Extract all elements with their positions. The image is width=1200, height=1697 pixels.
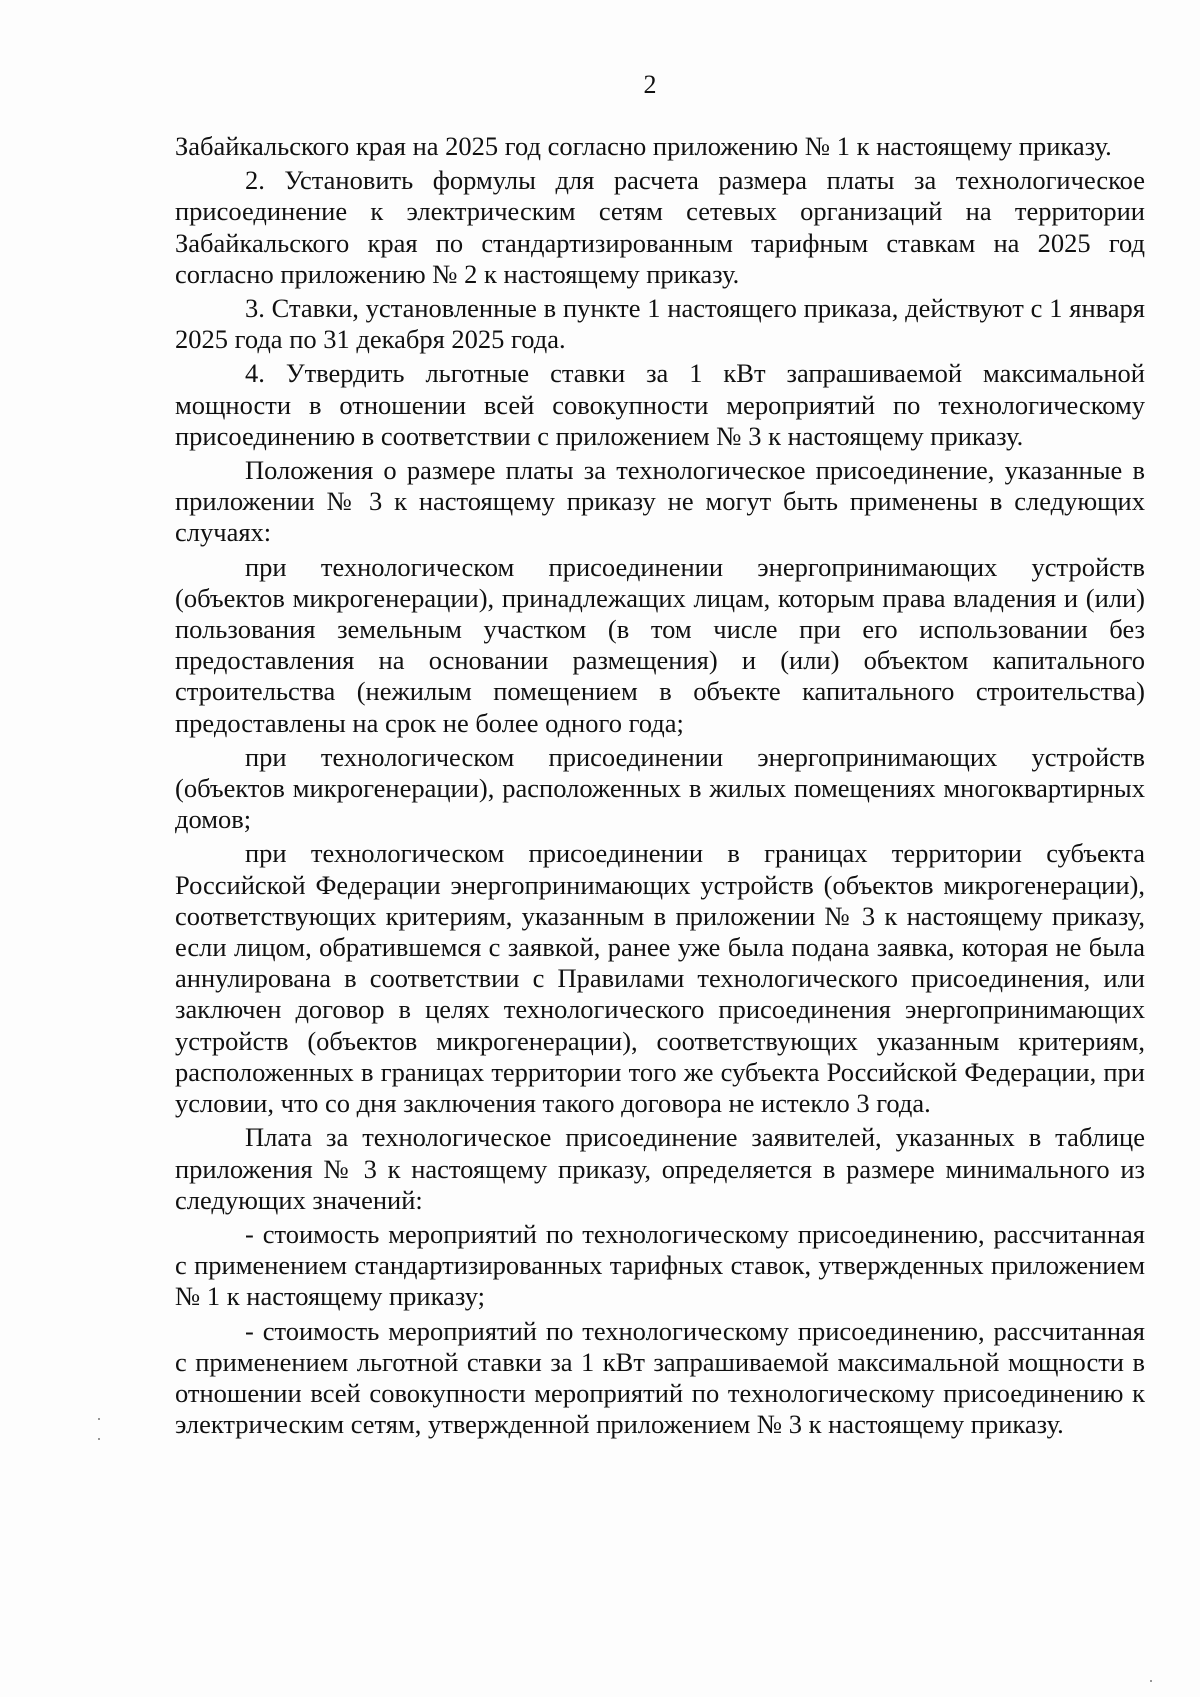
scan-speck — [98, 1418, 100, 1420]
paragraph-fee-intro: Плата за технологическое присоединение заявителей, указанных в таблице приложения № 3 к настоящему приказу, определяется в размере минимального из следующих значений: — [175, 1122, 1145, 1215]
scan-speck — [98, 1438, 100, 1440]
paragraph-item-2: 2. Установить формулы для расчета размера платы за технологическое присоединение к электрическим сетям сетевых организаций на территории Забайкальского края по стандартизированным тарифным ставкам на 2025 год согласно приложению № 2 к настоящему приказу. — [175, 165, 1145, 289]
paragraph-exceptions-intro: Положения о размере платы за технологическое присоединение, указанные в приложении № 3 к настоящему приказу не могут быть применены в следующих случаях: — [175, 455, 1145, 548]
scan-speck — [1150, 1680, 1152, 1682]
paragraph-fee-option-1: - стоимость мероприятий по технологическому присоединению, рассчитанная с применением стандартизированных тарифных ставок, утвержденных приложением № 1 к настоящему приказу; — [175, 1218, 1145, 1312]
paragraph-exception-case-2: при технологическом присоединении энергопринимающих устройств (объектов микрогенерации), расположенных в жилых помещениях многоквартирных домов; — [175, 741, 1145, 835]
page-number: 2 — [643, 70, 657, 99]
paragraph-exception-case-1: при технологическом присоединении энергопринимающих устройств (объектов микрогенерации), принадлежащих лицам, которым права владения и (или) пользования земельным участком (в том числе при его использовании без предоставления на основании размещения) и (или) объектом капитального строительства (нежилым помещением в объекте капитального строительства) предоставлены на срок не более одного года; — [175, 551, 1145, 738]
paragraph-exception-case-3: при технологическом присоединении в границах территории субъекта Российской Федерации энергопринимающих устройств (объектов микрогенерации), соответствующих критериям, указанным в приложении № 3 к настоящему приказу, если лицом, обратившемся с заявкой, ранее уже была подана заявка, которая не была аннулирована в соответствии с Правилами технологического присоединения, или заключен договор в целях технологического присоединения энергопринимающих устройств (объектов микрогенерации), соответствующих указанным критериям, расположенных в границах территории того же субъекта Российской Федерации, при условии, что со дня заключения такого договора не истекло 3 года. — [175, 838, 1145, 1119]
document-body — [175, 131, 1145, 1443]
paragraph-item-3: 3. Ставки, установленные в пункте 1 настоящего приказа, действуют с 1 января 2025 года по 31 декабря 2025 года. — [175, 293, 1145, 355]
paragraph-item-4: 4. Утвердить льготные ставки за 1 кВт запрашиваемой максимальной мощности в отношении всей совокупности мероприятий по технологическому присоединению в соответствии с приложением № 3 к настоящему приказу. — [175, 358, 1145, 451]
paragraph-continuation: Забайкальского края на 2025 год согласно приложению № 1 к настоящему приказу. — [175, 131, 1112, 161]
paragraph-fee-option-2: - стоимость мероприятий по технологическому присоединению, рассчитанная с применением льготной ставки за 1 кВт запрашиваемой максимальной мощности в отношении всей совокупности мероприятий по технологическому присоединению к электрическим сетям, утвержденной приложением № 3 к настоящему приказу. — [175, 1315, 1145, 1440]
